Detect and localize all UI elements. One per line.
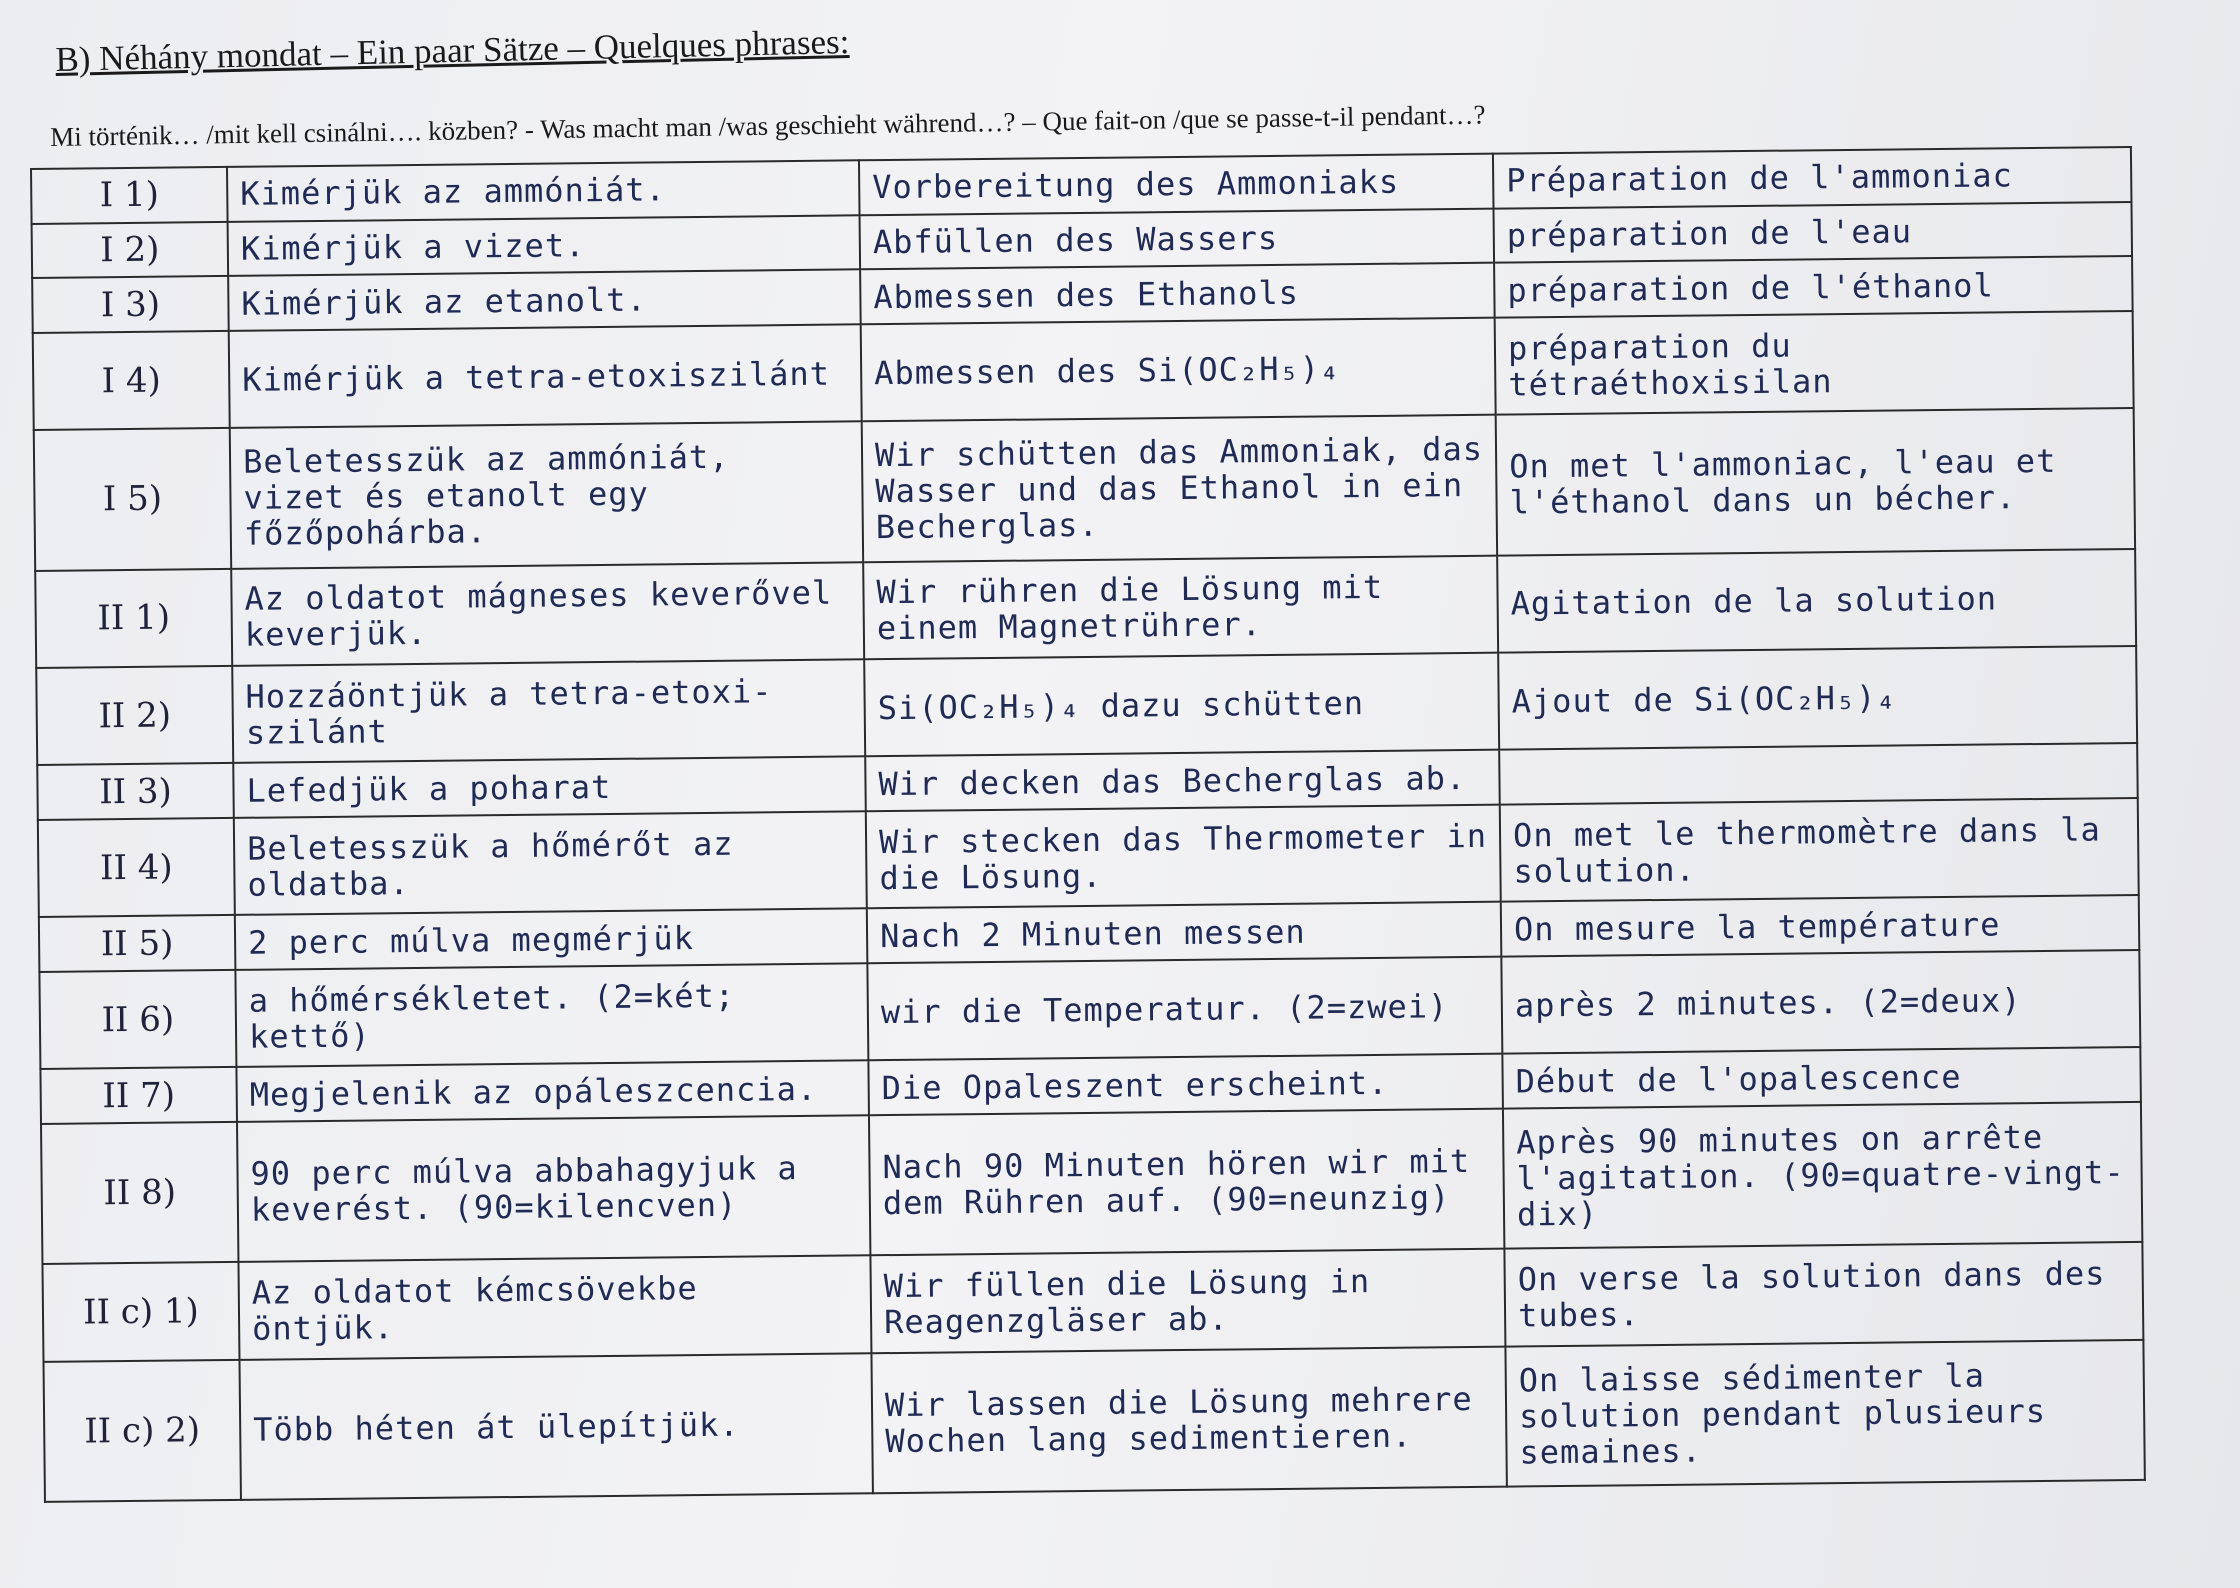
step-number-cell: I 1) [31, 167, 228, 224]
step-number-cell: I 3) [32, 276, 229, 333]
hungarian-phrase-cell: Kimérjük a tetra-etoxiszilánt [229, 324, 862, 428]
step-number-cell: II 2) [36, 666, 233, 765]
german-phrase-cell: Vorbereitung des Ammoniaks [859, 154, 1494, 215]
german-phrase-cell: Wir lassen die Lösung mehrere Wochen lang sedimentieren. [871, 1346, 1506, 1493]
french-phrase-cell: Ajout de Si(OC₂H₅)₄ [1498, 646, 2137, 750]
phrase-table-wrapper [30, 146, 2144, 1503]
french-phrase-cell [1499, 743, 2138, 804]
hungarian-phrase-cell: Az oldatot mágneses keverővel keverjük. [231, 562, 864, 666]
step-number-cell: II 6) [39, 970, 236, 1069]
step-number-cell: I 2) [32, 222, 229, 279]
french-phrase-cell: préparation de l'éthanol [1494, 256, 2133, 317]
step-number-cell: II 7) [40, 1067, 237, 1124]
german-phrase-cell: Abfüllen des Wassers [860, 208, 1495, 269]
german-phrase-cell: Wir rühren die Lösung mit einem Magnetrührer. [863, 555, 1498, 659]
french-phrase-cell: On met l'ammoniac, l'eau et l'éthanol dans un bécher. [1496, 408, 2135, 555]
german-phrase-cell: Nach 90 Minuten hören wir mit dem Rühren auf. (90=neunzig) [869, 1109, 1504, 1256]
german-phrase-cell: Wir decken das Becherglas ab. [865, 750, 1500, 811]
german-phrase-cell: Abmessen des Si(OC₂H₅)₄ [861, 318, 1496, 422]
french-phrase-cell: Début de l'opalescence [1502, 1047, 2141, 1108]
german-phrase-cell: Abmessen des Ethanols [860, 263, 1495, 324]
hungarian-phrase-cell: Az oldatot kémcsövekbe öntjük. [238, 1256, 871, 1360]
hungarian-phrase-cell: Több héten át ülepítjük. [239, 1353, 872, 1500]
french-phrase-cell: Agitation de la solution [1497, 548, 2136, 652]
hungarian-phrase-cell: Kimérjük az etanolt. [228, 270, 861, 331]
hungarian-phrase-cell: Beletesszük a hőmérőt az oldatba. [234, 811, 867, 915]
hungarian-phrase-cell: Kimérjük az ammóniát. [227, 160, 860, 221]
hungarian-phrase-cell: Lefedjük a poharat [233, 757, 866, 818]
hungarian-phrase-cell: Megjelenik az opáleszcencia. [236, 1061, 869, 1122]
step-number-cell: II 5) [39, 915, 236, 972]
step-number-cell: II c) 1) [42, 1262, 239, 1361]
table-row [34, 408, 2135, 570]
french-phrase-cell: On met le thermomètre dans la solution. [1500, 798, 2139, 902]
step-number-cell: II 8) [41, 1122, 238, 1264]
french-phrase-cell: préparation du tétraéthoxisilan [1495, 311, 2134, 415]
step-number-cell: I 5) [34, 428, 231, 570]
phrase-table [30, 146, 2146, 1503]
french-phrase-cell: On verse la solution dans des tubes. [1504, 1242, 2143, 1346]
german-phrase-cell: Nach 2 Minuten messen [867, 902, 1502, 963]
hungarian-phrase-cell: Hozzáöntjük a tetra-etoxi-szilánt [232, 659, 865, 763]
step-number-cell: I 4) [33, 331, 230, 430]
german-phrase-cell: wir die Temperatur. (2=zwei) [867, 957, 1502, 1061]
french-phrase-cell: On laisse sédimenter la solution pendant plusieurs semaines. [1505, 1340, 2144, 1487]
step-number-cell: II 4) [38, 818, 235, 917]
table-row [41, 1102, 2142, 1264]
french-phrase-cell: Préparation de l'ammoniac [1493, 147, 2132, 208]
hungarian-phrase-cell: a hőmérsékletet. (2=két; kettő) [235, 963, 868, 1067]
hungarian-phrase-cell: 90 perc múlva abbahagyjuk a keverést. (90=kilencven) [237, 1115, 870, 1262]
step-number-cell: II c) 2) [43, 1360, 240, 1502]
hungarian-phrase-cell: Beletesszük az ammóniát, vizet és etanolt egy főzőpohárba. [230, 422, 863, 569]
french-phrase-cell: On mesure la température [1501, 895, 2140, 956]
phrase-table-body [31, 147, 2145, 1502]
french-phrase-cell: préparation de l'eau [1494, 202, 2133, 263]
hungarian-phrase-cell: 2 perc múlva megmérjük [235, 909, 868, 970]
hungarian-phrase-cell: Kimérjük a vizet. [228, 215, 861, 276]
worksheet-subtitle: Mi történik… /mit kell csinálni…. közben? - Was macht man /was geschieht während…? – Que fait-on /que se passe-t-il pendant…? [50, 99, 1486, 152]
french-phrase-cell: Après 90 minutes on arrête l'agitation. (90=quatre-vingt-dix) [1503, 1102, 2142, 1249]
step-number-cell: II 1) [35, 568, 232, 667]
french-phrase-cell: après 2 minutes. (2=deux) [1501, 950, 2140, 1054]
german-phrase-cell: Wir schütten das Ammoniak, das Wasser und das Ethanol in ein Becherglas. [862, 415, 1497, 562]
table-row [43, 1340, 2144, 1502]
german-phrase-cell: Wir stecken das Thermometer in die Lösung. [866, 805, 1501, 909]
german-phrase-cell: Die Opaleszent erscheint. [868, 1054, 1503, 1115]
step-number-cell: II 3) [37, 763, 234, 820]
german-phrase-cell: Wir füllen die Lösung in Reagenzgläser ab. [870, 1249, 1505, 1353]
worksheet-title: B) Néhány mondat – Ein paar Sätze – Quelques phrases: [55, 21, 850, 79]
german-phrase-cell: Si(OC₂H₅)₄ dazu schütten [864, 653, 1499, 757]
